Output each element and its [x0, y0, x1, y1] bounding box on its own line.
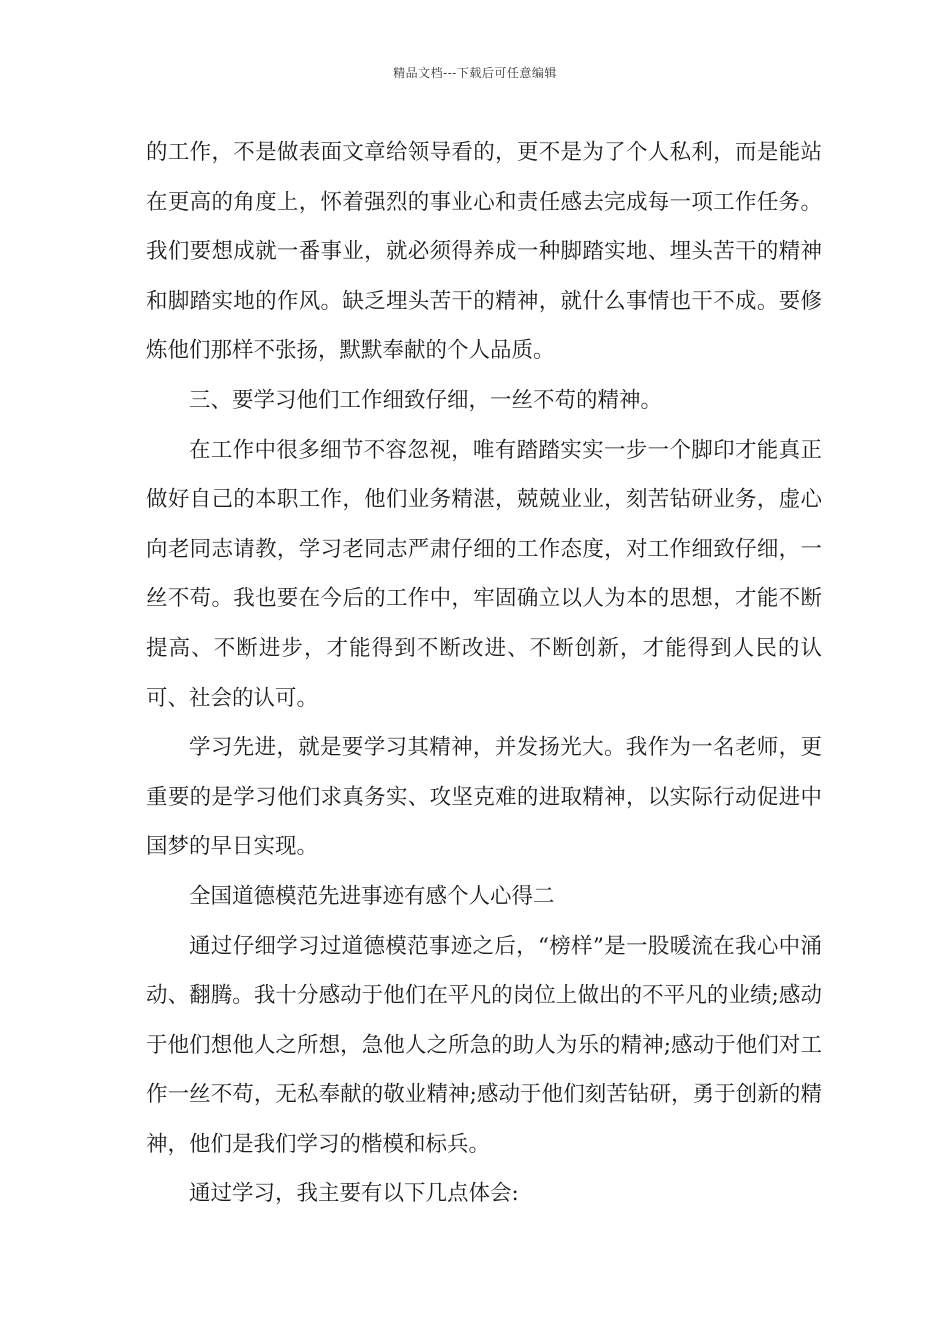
document-body — [146, 128, 822, 1219]
paragraph-5: 通过仔细学习过道德模范事迹之后，“榜样”是一股暖流在我心中涌动、翻腾。我十分感动于他们在平凡的岗位上做出的不平凡的业绩;感动于他们想他人之所想，急他人之所急的助人为乐的精神;感动于他们对工作一丝不苟，无私奉献的敬业精神;感动于他们刻苦钻研，勇于创新的精神，他们是我们学习的楷模和标兵。 — [146, 933, 822, 1157]
section-heading: 全国道德模范先进事迹有感个人心得二 — [189, 883, 555, 909]
paragraph-4: 学习先进，就是要学习其精神，并发扬光大。我作为一名老师，更重要的是学习他们求真务实、攻坚克难的进取精神，以实际行动促进中国梦的早日实现。 — [146, 735, 822, 860]
paragraph-2: 三、要学习他们工作细致仔细，一丝不苟的精神。 — [189, 387, 663, 413]
paragraph-3: 在工作中很多细节不容忽视，唯有踏踏实实一步一个脚印才能真正做好自己的本职工作，他们业务精湛，兢兢业业，刻苦钻研业务，虚心向老同志请教，学习老同志严肃仔细的工作态度，对工作细致仔细，一丝不苟。我也要在今后的工作中，牢固确立以人为本的思想，才能不断提高、不断进步，才能得到不断改进、不断创新，才能得到人民的认可、社会的认可。 — [146, 437, 822, 711]
paragraph-1: 的工作，不是做表面文章给领导看的，更不是为了个人私利，而是能站在更高的角度上，怀着强烈的事业心和责任感去完成每一项工作任务。我们要想成就一番事业，就必须得养成一种脚踏实地、埋头苦干的精神和脚踏实地的作风。缺乏埋头苦干的精神，就什么事情也干不成。要修炼他们那样不张扬，默默奉献的个人品质。 — [146, 140, 822, 364]
page-header: 精品文档---下载后可任意编辑 — [393, 66, 557, 80]
paragraph-6: 通过学习，我主要有以下几点体会: — [189, 1181, 519, 1207]
